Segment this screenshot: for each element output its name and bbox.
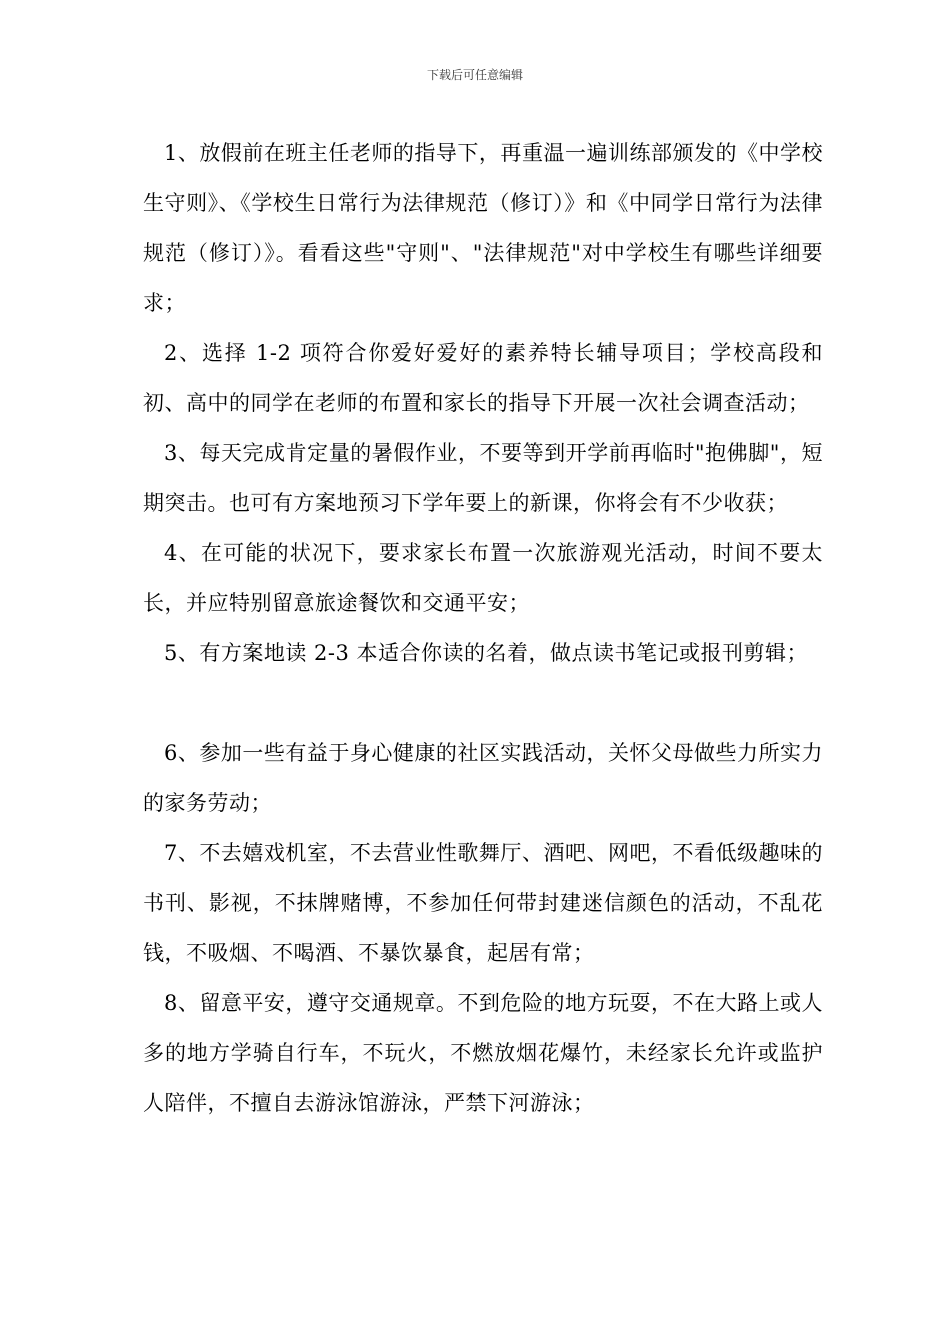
paragraph-2: 2、选择 1-2 项符合你爱好爱好的素养特长辅导项目；学校高段和初、高中的同学在老师的布置和家长的指导下开展一次社会调查活动； <box>143 341 823 415</box>
paragraph-1: 1、放假前在班主任老师的指导下，再重温一遍训练部颁发的《中学校生守则》、《学校生日常行为法律规范（修订）》和《中同学日常行为法律规范（修订）》。看看这些"守则"、"法律规范"对中学校生有哪些详细要求； <box>143 141 823 315</box>
paragraph-5: 5、有方案地读 2-3 本适合你读的名着，做点读书笔记或报刊剪辑； <box>164 641 809 665</box>
paragraph-8: 8、留意平安，遵守交通规章。不到危险的地方玩耍，不在大路上或人多的地方学骑自行车，不玩火，不燃放烟花爆竹，未经家长允许或监护人陪伴，不擅自去游泳馆游泳，严禁下河游泳； <box>143 991 823 1115</box>
page-header-note: 下载后可任意编辑 <box>426 68 523 82</box>
paragraph-3: 3、每天完成肯定量的暑假作业，不要等到开学前再临时"抱佛脚"，短期突击。也可有方案地预习下学年要上的新课，你将会有不少收获； <box>143 441 823 515</box>
paragraph-6: 6、参加一些有益于身心健康的社区实践活动，关怀父母做些力所实力的家务劳动； <box>143 741 823 815</box>
paragraph-7: 7、不去嬉戏机室，不去营业性歌舞厅、酒吧、网吧，不看低级趣味的书刊、影视，不抹牌赌博，不参加任何带封建迷信颜色的活动，不乱花钱，不吸烟、不喝酒、不暴饮暴食，起居有常； <box>143 841 823 965</box>
document-body <box>143 128 823 1128</box>
paragraph-4: 4、在可能的状况下，要求家长布置一次旅游观光活动，时间不要太长，并应特别留意旅途餐饮和交通平安； <box>143 541 823 615</box>
